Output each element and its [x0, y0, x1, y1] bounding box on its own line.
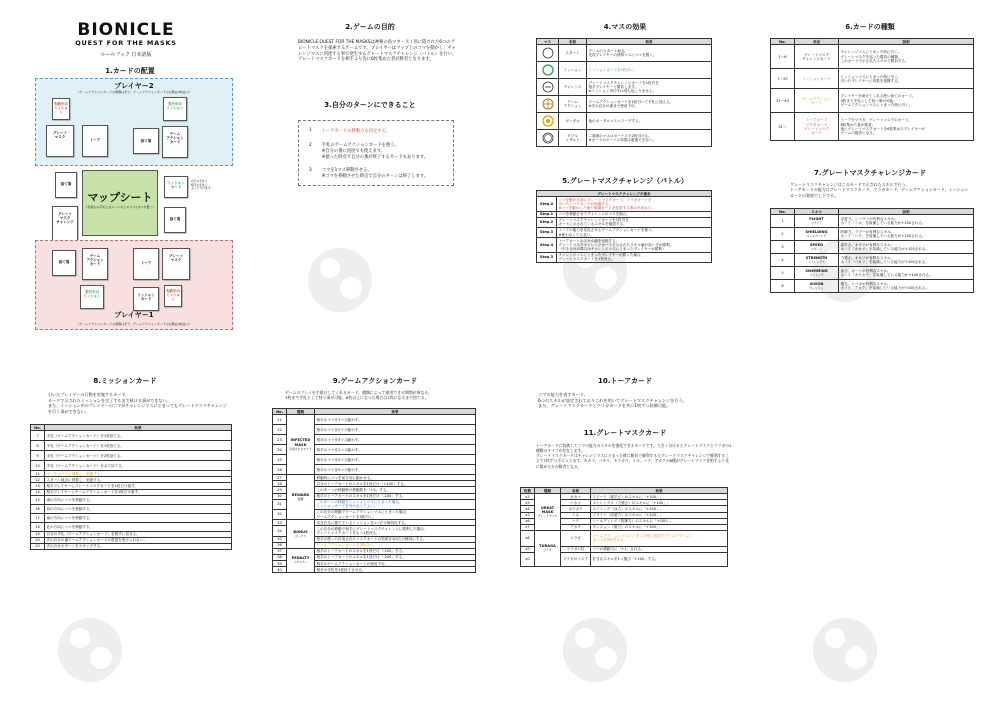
action-group-sub: 報酬	[297, 497, 304, 502]
table-row	[771, 215, 974, 228]
mission-effect: 東の方向にコマを移動する。	[45, 495, 232, 504]
challenge-table	[770, 208, 974, 293]
card-type-no: 21〜40	[771, 89, 795, 113]
battle-step-text: トーアカードのスキル値を比較する。 グレートマスクチャレンジカードで示されたスキル値が高い方が勝利。 （引き分けの場合はチャレンジマスにとまったプレイヤーが勝利）	[557, 238, 712, 252]
col-header: 名称	[561, 488, 591, 494]
mission-intro: 引いたプレイヤーの行動を実施するカード。 カードで示されたミッションを完了するまで続ける事ができない。 また、ミッション中のプレイヤーのコマがチャレンジマスにとまってもグレートマスクチャレンジを行う事ができない。	[48, 392, 227, 414]
section-title-turn: 3.自分のターンにできること	[324, 101, 416, 109]
mission-effect: ポータルマスに到着し、到達する。	[45, 471, 232, 477]
mask-count: x8	[521, 530, 535, 546]
mission-no: 19	[31, 531, 45, 537]
table-row	[537, 113, 712, 130]
card-mission-p1: ミッション カード	[133, 287, 159, 311]
mask-effect: ストレングス（力強さ）のスキルに「+100」。	[591, 500, 728, 506]
mask-count: x0	[521, 553, 535, 567]
player1-label: プレイヤー1	[114, 311, 154, 319]
skill-desc: 浮遊力。レーヴァが有利なスキル。 カノイ「ミル」を装備している能力が+100される。	[839, 215, 974, 228]
table-row	[771, 228, 974, 241]
table-row	[31, 441, 232, 451]
action-no: 39	[273, 561, 287, 567]
col-header: 説明	[839, 39, 974, 45]
action-no: 21	[273, 415, 287, 425]
mask-effect: シールディング（防御力）のスキルに「+100」。	[591, 518, 728, 524]
turn-step-text: コマを1マス移動させる。 ※コマを移動させた時点で自分のターンは終了します。	[321, 168, 429, 180]
battle-step: Step.3	[537, 227, 557, 237]
card-type-no: 1〜6	[771, 45, 795, 69]
table-row	[771, 254, 974, 267]
card-great-mask-p1: グレート マスク	[162, 248, 190, 280]
card-type-desc: ミッションマスにとまった時に引く。 引いたプレイヤーに効果を発揮する。	[839, 69, 974, 89]
watermark-logo	[285, 240, 395, 315]
turn-step	[309, 168, 428, 180]
skill-sub: スイミング	[809, 273, 824, 278]
card-gameaction-p1: ゲーム アクション カード	[82, 248, 108, 280]
card-deck-p2: 捨て場	[133, 128, 159, 154]
col-header: No.	[31, 425, 45, 431]
card-type-no: 7〜20	[771, 69, 795, 89]
card-toa-p2: トーア	[82, 125, 108, 157]
skill-sub: シールディング	[806, 234, 827, 239]
turn-box	[298, 120, 454, 186]
turn-step	[309, 128, 390, 134]
battle-table	[536, 190, 712, 263]
turn-step-text: 手札のゲームアクションカードを使う。 ※自分の番に何度でも使えます。 ※使った時点で自分の番が終了するカードもあります。	[321, 143, 429, 161]
challenge-intro: グレートマスクチャレンジはこのカードで示されたスキルで行う。 トーアカードの能力はグレートマスクカード、ツラガカード、ゲームアクションカード、ミッションカードの効果で上下する。	[790, 182, 969, 198]
action-group-sub: 汚染されたマスク	[289, 446, 312, 451]
section-title-mask-cards: 11.グレートマスクカード	[583, 429, 667, 437]
mission-effect: 西の方向にコマを移動する。	[45, 504, 232, 513]
mission-no: 12	[31, 477, 45, 483]
mask-name: ツラガのマスク	[561, 553, 591, 567]
col-header: スキル	[795, 209, 839, 215]
action-no: 22	[273, 425, 287, 435]
logo-title: BIONICLE	[77, 20, 175, 40]
mission-no: 11	[31, 471, 45, 477]
action-no: 30	[273, 493, 287, 499]
action-group-label: PENALTY	[291, 556, 310, 561]
rulebook-label: ルールブック 日本語版	[100, 52, 152, 58]
skill-desc: 防御力。ラプーが有利なスキル。 カノイ「ハウ」を装備している能力が+100される。	[839, 228, 974, 241]
mission-effect: 相手プレイヤーにゲームアクションカードを1枚だけ渡す。	[45, 489, 232, 495]
mask-name: カウカウ	[561, 506, 591, 512]
action-group-label: REWARD	[291, 492, 310, 497]
mask-effect: スピード（素早さ）のスキルに「+100」。	[591, 494, 728, 500]
mask-count: x9	[521, 546, 535, 552]
action-no: 28	[273, 481, 287, 487]
action-effect: 相手のコマを2マス動かす。	[315, 455, 476, 465]
skill-name: STRENGTH	[805, 255, 828, 260]
skill-name: FLIGHT	[809, 216, 824, 221]
card-type-name: トーアカード ツラガカード グレートマスク カード	[795, 113, 839, 141]
square-name: ミッション	[559, 62, 587, 79]
col-header: 種類	[535, 488, 561, 494]
square-name: チャレンジ	[559, 79, 587, 96]
table-row	[771, 89, 974, 113]
card-gameaction-p2: ゲーム アクション カード	[162, 126, 188, 158]
turn-step-number: 2	[309, 143, 312, 148]
section-title-objective: 2.ゲームの目的	[345, 23, 395, 31]
table-row	[537, 62, 712, 79]
mission-no: 18	[31, 522, 45, 531]
card-type-desc: チャレンジマスにとまった時に引く。 グレートマスクを巡った勝負の種類。 このカードで示されたスキルで勝負する。	[839, 45, 974, 69]
objective-body: BIONICLE QUEST FOR THE MASKSは神秘の島マタ・ヌイ島に隠された6つのグレートマスクを探索するゲームです。プレイヤーはマップ上のコマを動かし、チャレンジマスに到達する事で発生するグレートマスクチャレンジ（バトル）を行い、グレートマスクカードを相手より先に6枚集めた者が勝者となります。	[298, 40, 457, 63]
mask-name: ハウ	[561, 518, 591, 524]
table-row	[31, 522, 232, 531]
square-name: ゲーム アクション	[559, 96, 587, 113]
table-row	[771, 241, 974, 254]
skill-name: SPEED	[809, 242, 824, 247]
mission-no: 20	[31, 543, 45, 549]
gameaction-intro: ゲームのプレイを手助けしてくれるカード。種類によって使用できる期間が異なる。 3枚まで手札として持つ事が可能。6枚以上になった場合は1枚になるまで捨てる。	[285, 390, 433, 401]
action-effect: 相手の使った汚染されたマスクカードの効果を1回だけ無効にする。	[315, 536, 476, 542]
card-toa-p1: トーア	[133, 248, 159, 280]
player1-note: （ゲームアクションカードの誘導は手で、ゲームアクションカードの右側は4枚並ぶ）	[76, 322, 192, 327]
col-header: 効果	[587, 39, 712, 45]
mission-effect: 手札（ゲームアクションカード）を全て捨てる。	[45, 461, 232, 471]
action-group-label: BONUS	[293, 529, 308, 534]
action-effect: ゲームアクションカードを2枚引く。	[315, 542, 476, 548]
square-effect: ゲームアクションカードを1枚引いて手札に加える。 ※次の自分の番まで使用不可。	[587, 96, 712, 113]
logo	[62, 22, 190, 58]
mask-name: ミル	[561, 512, 591, 518]
action-group-label: INFECTED MASK	[290, 438, 311, 447]
skill-no: 1	[771, 215, 795, 228]
table-row	[31, 495, 232, 504]
battle-step: Step.4	[537, 238, 557, 252]
table-row	[537, 227, 712, 237]
mask-intro: トーアカードに装備してコマの能力のスキルを強化できるカードです。大きく分けるとグレートマスクとツラガの2種類のタイプが存在します。 グレートマスクカードはチャレンジマスにとまった時に勝負で勝利するとグレートマスクチャレンジで勝利することで1枚ずつ手に入ります。カカマ、パカリ、カウカウ、ミル、ハウ、アカクの6種がグレートマスクを相手より先に集めた方が勝者となる。	[536, 443, 732, 469]
skill-desc: 力強さ。オネワが有利なスキル。 カノイ「パカリ」を装備している能力が+100される。	[839, 254, 974, 267]
action-no: 33	[273, 520, 287, 526]
battle-step: Step.2	[537, 217, 557, 227]
square-name: ポータル	[559, 113, 587, 130]
mission-no: 13	[31, 483, 45, 489]
mask-count: x4	[521, 506, 535, 512]
square-effect: ミッションカードを1枚引く。	[587, 62, 712, 79]
col-header: 枚数	[521, 488, 535, 494]
col-header: マス	[537, 39, 559, 45]
action-effect: 相手のコマを3マス動かす。	[315, 465, 476, 475]
action-no: 37	[273, 548, 287, 554]
section-title-mission-cards: 8.ミッションカード	[93, 377, 157, 385]
action-effect: 相手のトーアカードのスキルを1回だけ「-200」する。	[315, 554, 476, 560]
mission-effect: 次の自分のターンをスキップする。	[45, 543, 232, 549]
skill-no: 2	[771, 228, 795, 241]
mask-table	[520, 487, 728, 567]
action-no: 32	[273, 509, 287, 519]
skill-sub: スピード	[810, 247, 823, 252]
table-row	[771, 280, 974, 293]
right-note: 自分の手札と 相手の手札に よって分けます	[191, 179, 211, 191]
watermark-logo	[35, 610, 145, 685]
section-title-gameaction-cards: 9.ゲームアクションカード	[332, 377, 418, 385]
col-header: No.	[771, 209, 795, 215]
table-row	[537, 252, 712, 262]
mission-no: 7	[31, 431, 45, 441]
skill-name: VISION	[809, 281, 824, 286]
card-discard-left: 捨て場	[55, 172, 77, 198]
skill-no: 5	[771, 267, 795, 280]
mask-group-label: TURAGA	[539, 544, 556, 549]
skill-no: 4	[771, 254, 795, 267]
mask-count: x2	[521, 494, 535, 500]
turn-step-text: トーアカードの移動力を決定する。	[321, 129, 391, 134]
map-sheet-label: マップシート	[87, 191, 153, 204]
mask-name: ツラガ	[561, 530, 591, 546]
gameaction-table	[272, 408, 476, 573]
mask-count: x5	[521, 512, 535, 518]
table-row	[31, 504, 232, 513]
battle-step-text: コマを移動させてチャレンジのマスを踏む。	[557, 211, 712, 217]
mask-count: x7	[521, 524, 535, 530]
mask-effect: ゲームアクションマスにとまった時に追加でゲームアクション カードを2枚引ける。	[591, 530, 728, 546]
col-header: 名前	[795, 39, 839, 45]
action-effect: 相手のコマを3マス動かす。	[315, 435, 476, 445]
battle-step: Step.1	[537, 211, 557, 217]
player2-label: プレイヤー2	[114, 82, 154, 90]
table-row	[537, 79, 712, 96]
square-name: ダブル リザルト	[559, 130, 587, 147]
turn-step-number: 3	[309, 168, 312, 173]
map-sheet	[82, 170, 158, 236]
mission-effect: 相手プレイヤーにグレートマスクカードを1枚だけ渡す。	[45, 483, 232, 489]
mission-effect: 手札（ゲームアクションカード）を1枚捨てる。	[45, 431, 232, 441]
card-active-mission-p1: 実行中の ミッション	[80, 285, 104, 309]
action-group-sub: ボーナス	[294, 533, 307, 538]
table-row	[771, 69, 974, 89]
table-row	[771, 267, 974, 280]
mission-effect: 手札（ゲームアクションカード）を2枚捨てる。	[45, 451, 232, 461]
square-effect: 他のポータルマスへワープする。	[587, 113, 712, 130]
start-square-icon	[542, 47, 554, 59]
mask-name: アカク	[561, 524, 591, 530]
card-types-table	[770, 38, 974, 141]
col-header: 名称	[559, 39, 587, 45]
card-type-name: ゲームアクション カード	[795, 89, 839, 113]
action-effect: 相手のトーアカードのスキルを1回だけ「-100」する。	[315, 548, 476, 554]
square-name: スタート	[559, 45, 587, 62]
col-header: 種類	[287, 409, 315, 415]
mission-effect: 北の方向にコマを移動する。	[45, 522, 232, 531]
skill-no: 3	[771, 241, 795, 254]
table-row	[537, 238, 712, 252]
action-group-sub: ペナルティ	[293, 560, 308, 565]
challenge-square-icon	[542, 81, 554, 93]
battle-flow-header: グレートマスクチャレンジの流れ	[537, 191, 712, 197]
section-title-layout: 1.カードの配置	[105, 67, 155, 75]
logo-subtitle: QUEST FOR THE MASKS	[75, 39, 177, 47]
mask-effect: フライト（浮遊力）のスキルに「+100」。	[591, 512, 728, 518]
skill-sub: フライト	[810, 221, 823, 226]
action-effect: 相手のコマを2マス動かす。	[315, 425, 476, 435]
table-row	[771, 45, 974, 69]
mission-effect: 次の自分の番ゲームアクションカードの恩恵を受けられない。	[45, 537, 232, 543]
mission-no: 17	[31, 513, 45, 522]
turn-step-number: 1	[309, 128, 312, 133]
mission-no: 15	[31, 495, 45, 504]
battle-step-text: チャレンジマスにとまったプレイヤーが勝った場合、 グレートマスクカードを1枚得る。	[557, 252, 712, 262]
action-no: 40	[273, 567, 287, 573]
table-row	[31, 543, 232, 549]
action-no: 26	[273, 465, 287, 475]
square-effect: ゲームのスタート地点。 先攻プレイヤーの誘導マスにコマを置く。	[587, 45, 712, 62]
mission-square-icon	[542, 64, 554, 76]
gameaction-square-icon	[542, 98, 554, 110]
mission-no: 20	[31, 537, 45, 543]
mask-effect: 好きなスキルを1つ選び「+100」する。	[591, 553, 728, 567]
table-row	[537, 130, 712, 147]
card-type-desc: トーアやツラガ、グレートマスクのカード。 6枚集めた者が勝者。 他にグレートマスクカードを6枚集めたプレイヤーが ゲームの勝者となる。	[839, 113, 974, 141]
card-type-name: グレートマスク チャレンジカード	[795, 45, 839, 69]
mission-no: 8	[31, 441, 45, 451]
mask-group-sub: グレートマスク	[537, 514, 558, 519]
squares-table	[536, 38, 712, 147]
col-header: 説明	[839, 209, 974, 215]
col-header: 効果	[45, 425, 232, 431]
mission-effect: 南の方向にコマを移動する。	[45, 513, 232, 522]
action-no: 34	[273, 526, 287, 536]
skill-desc: 泳力。ガーリが有利なスキル。 カノイ「カウカウ」を装備している能力が+100される。	[839, 267, 974, 280]
table-row	[537, 217, 712, 227]
skill-name: SHIELDING	[805, 229, 828, 234]
mask-name: パカリ	[561, 500, 591, 506]
table-row	[273, 415, 476, 425]
table-row	[31, 513, 232, 522]
section-title-card-types: 6.カードの種類	[845, 23, 895, 31]
card-type-no: S1〜	[771, 113, 795, 141]
mission-no: 16	[31, 504, 45, 513]
col-header: 効果	[591, 488, 728, 494]
card-great-mask-p2: グレート マスク	[46, 125, 74, 157]
table-row	[537, 197, 712, 211]
skill-desc: 視力。コパカが有利なスキル。 カノイ「アカク」を装備している能力が+100される。	[839, 280, 974, 293]
card-type-name: ミッションカード	[795, 69, 839, 89]
card-type-desc: プレイヤーを助けてくれる使い捨てのカード。 3枚まで手札として持つ事が可能。 ゲームアクションマスにとまった時に引く。	[839, 89, 974, 113]
action-effect: この自分の移動でゲームアクションマスにとまった場合、 ゲームアクションカードを3枚引く。	[315, 509, 476, 519]
table-row	[521, 530, 728, 546]
mask-name: ツラガの杖	[561, 546, 591, 552]
action-effect: 長在自分に勝てているミッションを1つだけ無効化する。	[315, 520, 476, 526]
action-no: 27	[273, 475, 287, 481]
action-no: 23	[273, 435, 287, 445]
mission-no: 9	[31, 451, 45, 461]
action-effect: この自分の移動で相手にグレートマスクチャレンジに勝利した場合、 グレートマスクカードをもう1枚得る。	[315, 526, 476, 536]
square-effect: 二重線のマスはボーナスで2枚引ける。 ※カードのボーナス効果は重複できない。	[587, 130, 712, 147]
card-active-mission-p2: 実行中の ミッション	[163, 97, 187, 121]
action-no: 38	[273, 554, 287, 560]
turn-step	[309, 143, 428, 161]
col-header: No.	[273, 409, 287, 415]
double-result-square-icon	[542, 132, 554, 144]
square-effect: グレートマスクチャレンジカードを1枚引き、 相手プレイヤーと勝負します。 ※ミッション実行中は何も起こりません。	[587, 79, 712, 96]
action-effect: このターンの移動時の移動数を「+2」する。	[315, 487, 476, 493]
section-title-challenge-cards: 7.グレートマスクチャレンジカード	[814, 169, 926, 177]
mission-no: 10	[31, 461, 45, 471]
skill-name: SWIMMING	[805, 268, 828, 273]
action-effect: 自分のトーアカードのスキルを1回だけ「+100」する。	[315, 481, 476, 487]
action-no: 24	[273, 445, 287, 455]
section-title-squares: 4.マスの効果	[603, 23, 647, 31]
mission-table	[30, 424, 232, 550]
action-effect: 相手のゲームアクションカードの使用不可。	[315, 561, 476, 567]
action-no: 31	[273, 499, 287, 509]
skill-sub: ストレングス	[808, 260, 825, 265]
action-effect: 相手の手札を1枚捨てさせる。	[315, 567, 476, 573]
mask-count: x5	[521, 500, 535, 506]
battle-step-text: グレートマスクチャレンジカードを1枚引き、 カードに示されているスキルを確認する。	[557, 217, 712, 227]
col-header: No.	[771, 39, 795, 45]
mask-count: x6	[521, 518, 535, 524]
action-effect: 相手のコマを1マス動かす。	[315, 415, 476, 425]
mask-effect: スイミング（泳力）のスキルに「+100」。	[591, 506, 728, 512]
section-title-toa-cards: 10.トーアカード	[598, 377, 652, 385]
card-failed-mission: 失敗中の ミッション	[52, 98, 70, 120]
battle-step-text: コマを動かす前にグレートマスクカード、ツラガカードを 引いたトーアカードが組織する。 ※コマを動かした後で組織カードを変更する事は出来ない。	[557, 197, 712, 211]
skill-sub: ヴィジョン	[809, 286, 824, 291]
mask-group-sub: ツラガ	[543, 548, 552, 553]
col-header: 効果	[315, 409, 476, 415]
card-challenge: グレート マスク チャレンジ	[52, 206, 78, 242]
table-row	[31, 461, 232, 471]
action-effect: 相手のトーアカードのスキルを1回だけ「-100」する。	[315, 493, 476, 499]
mask-effect: コマの移動力に「+1」される。	[591, 546, 728, 552]
card-mission-side: ミッション カード	[164, 176, 188, 198]
watermark-logo	[540, 610, 650, 685]
table-row	[537, 45, 712, 62]
table-row	[771, 113, 974, 141]
action-effect: 移動時にコマを前方向に動かせる。	[315, 475, 476, 481]
mission-effect: スタート地点に到着し、到達する。	[45, 477, 232, 483]
action-no: 29	[273, 487, 287, 493]
card-discard-right: 捨て場	[164, 207, 186, 233]
mission-no: 14	[31, 489, 45, 495]
skill-desc: 素早さ。オウツが有利なスキル。 カノイ「カカマ」を装備している能力が+100される。	[839, 241, 974, 254]
card-failed-mission-p1: 失敗中の ミッション	[164, 285, 182, 307]
mask-name: カカマ	[561, 494, 591, 500]
map-sheet-note: （各個人の手札にはシートの上のマスに2つを置く）	[84, 205, 156, 209]
table-row	[31, 431, 232, 441]
action-no: 36	[273, 542, 287, 548]
battle-step-text: トーアの能力を変化させるゲームアクションカードを使う。 ※使わなくても良い。	[557, 227, 712, 237]
mission-effect: 自分の手札（ゲームアクションカード）を相手に見せる。	[45, 531, 232, 537]
card-discard-p1: 捨て場	[52, 250, 76, 276]
toa-body: コマの能力を表すカード。 6つのスキルが設定されておりこれを用いてグレートマスクチャレンジを行う。 また、グレートマスクカードとツラガカードを共に1枚ずつ装備可能。	[538, 392, 687, 409]
mask-effect: ヴィジョン（視力）のスキルに「+100」。	[591, 524, 728, 530]
skill-no: 6	[771, 280, 795, 293]
player2-note: （ゲームアクションカードの誘導は手で、ゲームアクションカードの右側は4枚並ぶ）	[76, 90, 192, 94]
battle-step: Step.5	[537, 252, 557, 262]
portal-square-icon	[542, 115, 554, 127]
mission-effect: 手札（ゲームアクションカード）を1枚捨てる。	[45, 441, 232, 451]
watermark-logo	[790, 610, 900, 685]
table-row	[537, 96, 712, 113]
battle-step: Step.0	[537, 197, 557, 211]
action-no: 35	[273, 536, 287, 542]
mask-group-label: GREAT MASK	[540, 505, 555, 514]
table-row	[31, 451, 232, 461]
action-no: 25	[273, 455, 287, 465]
section-title-battle: 5.グレートマスクチャレンジ（バトル）	[562, 177, 688, 185]
action-effect: このターンの移動でミッションマスにとまった場合、 ミッションカードを引かなくてよい。	[315, 499, 476, 509]
action-effect: 相手のコマを1マス動かす。	[315, 445, 476, 455]
